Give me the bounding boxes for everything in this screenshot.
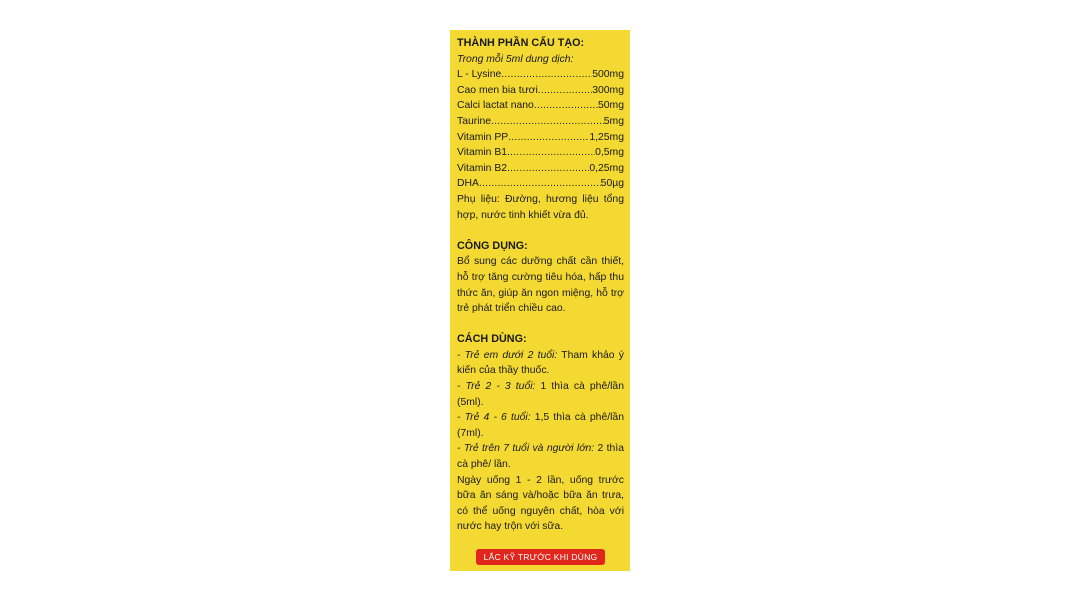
ingredient-row	[457, 98, 624, 114]
ingredient-row	[457, 130, 624, 146]
ingredient-row	[457, 83, 624, 99]
leader-dots	[491, 114, 604, 130]
ingredient-amount: 50µg	[600, 178, 624, 190]
ingredient-name: Vitamin PP	[457, 131, 509, 143]
usage-item	[457, 379, 624, 410]
ingredient-name: Vitamin B1	[457, 147, 508, 159]
leader-dots	[479, 176, 601, 192]
ingredient-amount: 300mg	[592, 84, 624, 96]
ingredient-amount: 0,25mg	[589, 162, 624, 174]
section-spacer	[457, 317, 624, 333]
ingredient-amount: 5mg	[603, 115, 624, 127]
leader-dots	[534, 98, 598, 114]
leader-dots	[507, 161, 589, 177]
ingredient-name: L - Lysine	[457, 69, 502, 81]
usage-age-group: - Trẻ 2 - 3 tuổi:	[457, 381, 536, 393]
usage-dose: Tham khảo ý kiến của thầy thuốc.	[457, 349, 624, 377]
ingredient-name: Taurine	[457, 115, 492, 127]
usage-dose: 2 thìa cà phê/ lần.	[457, 443, 624, 471]
excipients-text: Phụ liệu: Đường, hương liệu tổng hợp, nước tinh khiết vừa đủ.	[457, 193, 624, 221]
usage-age-group: - Trẻ em dưới 2 tuổi:	[457, 349, 558, 361]
usage-item	[457, 410, 624, 441]
leader-dots	[538, 83, 592, 99]
usage-age-group: - Trẻ trên 7 tuổi và người lớn:	[457, 443, 595, 455]
usage-age-group: - Trẻ 4 - 6 tuổi:	[457, 412, 531, 424]
section-spacer	[457, 223, 624, 239]
ingredient-name: Cao men bia tươi	[457, 84, 538, 96]
usage-item	[457, 348, 624, 379]
ingredient-amount: 50mg	[598, 100, 624, 112]
ingredient-name: Calci lactat nano	[457, 100, 534, 112]
ingredient-row	[457, 67, 624, 83]
ingredient-row	[457, 114, 624, 130]
ingredient-row	[457, 176, 624, 192]
usage-dose: 1 thìa cà phê/lần (5ml).	[457, 381, 624, 408]
ingredient-amount: 500mg	[592, 69, 624, 81]
leader-dots	[508, 130, 589, 146]
ingredient-row	[457, 161, 624, 177]
ingredient-name: DHA	[457, 178, 479, 190]
product-label-panel	[450, 30, 630, 571]
leader-dots	[501, 67, 592, 83]
directions-note: Ngày uống 1 - 2 lần, uống trước bữa ăn sáng và/hoặc bữa ăn trưa, có thể uống nguyên chất, hòa với nước hay trộn với sữa.	[457, 474, 624, 533]
per-dose-line: Trong mỗi 5ml dung dịch:	[457, 53, 574, 65]
ingredient-row	[457, 145, 624, 161]
usage-dose: 1,5 thìa cà phê/lần (7ml).	[457, 412, 624, 439]
leader-dots	[507, 145, 595, 161]
uses-text: Bổ sung các dưỡng chất cần thiết, hỗ trợ tăng cường tiêu hóa, hấp thu thức ăn, giúp ăn ngon miệng, hỗ trợ trẻ phát triển chiều cao.	[457, 256, 624, 315]
ingredient-name: Vitamin B2	[457, 162, 508, 174]
ingredient-amount: 1,25mg	[589, 131, 624, 143]
directions-title: CÁCH DÙNG:	[457, 333, 527, 346]
usage-item	[457, 441, 624, 472]
composition-title: THÀNH PHẦN CẤU TẠO:	[457, 37, 585, 49]
shake-well-banner: LẮC KỸ TRƯỚC KHI DÙNG	[476, 549, 605, 565]
uses-title: CÔNG DỤNG:	[457, 239, 528, 252]
ingredient-amount: 0,5mg	[595, 147, 624, 159]
